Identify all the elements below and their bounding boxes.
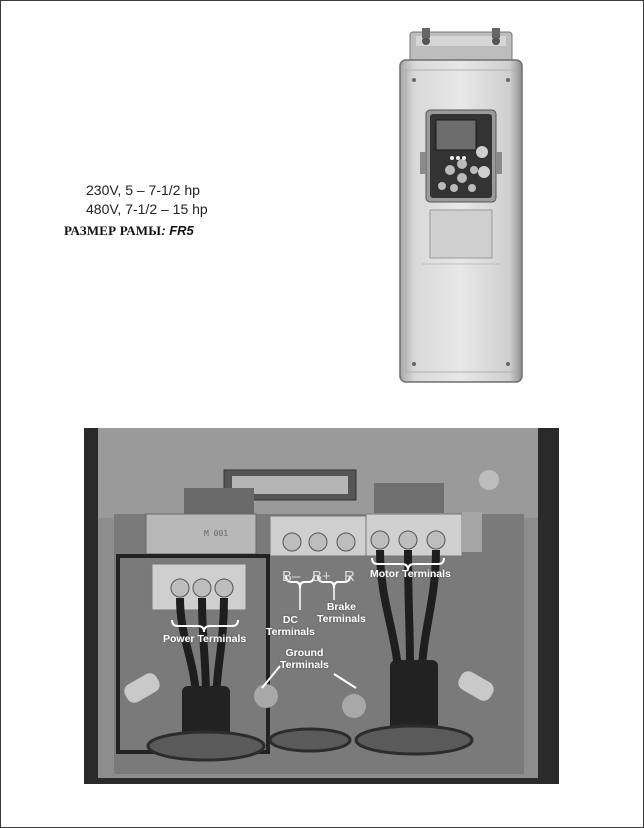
label-b-minus: B– — [282, 568, 301, 585]
svg-text:M 001: M 001 — [204, 529, 229, 538]
label-b-plus: B+ — [312, 568, 331, 585]
voltage-hp-specs — [86, 181, 208, 219]
frame-size-title: РАЗМЕР РАМЫ — [64, 223, 162, 238]
spec-480v: 480V, 7-1/2 – 15 hp — [86, 201, 208, 217]
label-brake-line1: Brake — [326, 601, 357, 613]
label-ground-line2: Terminals — [280, 659, 329, 671]
label-motor-terminals: Motor Terminals — [370, 568, 451, 580]
frame-size-label — [64, 223, 194, 239]
label-dc-terminals — [266, 614, 315, 638]
spec-230v: 230V, 5 – 7-1/2 hp — [86, 182, 200, 198]
label-dc-line2: Terminals — [266, 626, 315, 638]
label-brake-line2: Terminals — [317, 613, 366, 625]
drive-photo — [392, 24, 530, 388]
label-ground-line1: Ground — [285, 647, 324, 659]
label-r: R — [344, 568, 355, 585]
label-power-terminals: Power Terminals — [163, 633, 247, 645]
label-dc-line1: DC — [282, 614, 298, 626]
label-ground-terminals — [280, 647, 329, 671]
frame-size-value: : FR5 — [161, 223, 194, 238]
label-brake-terminals — [317, 601, 366, 625]
